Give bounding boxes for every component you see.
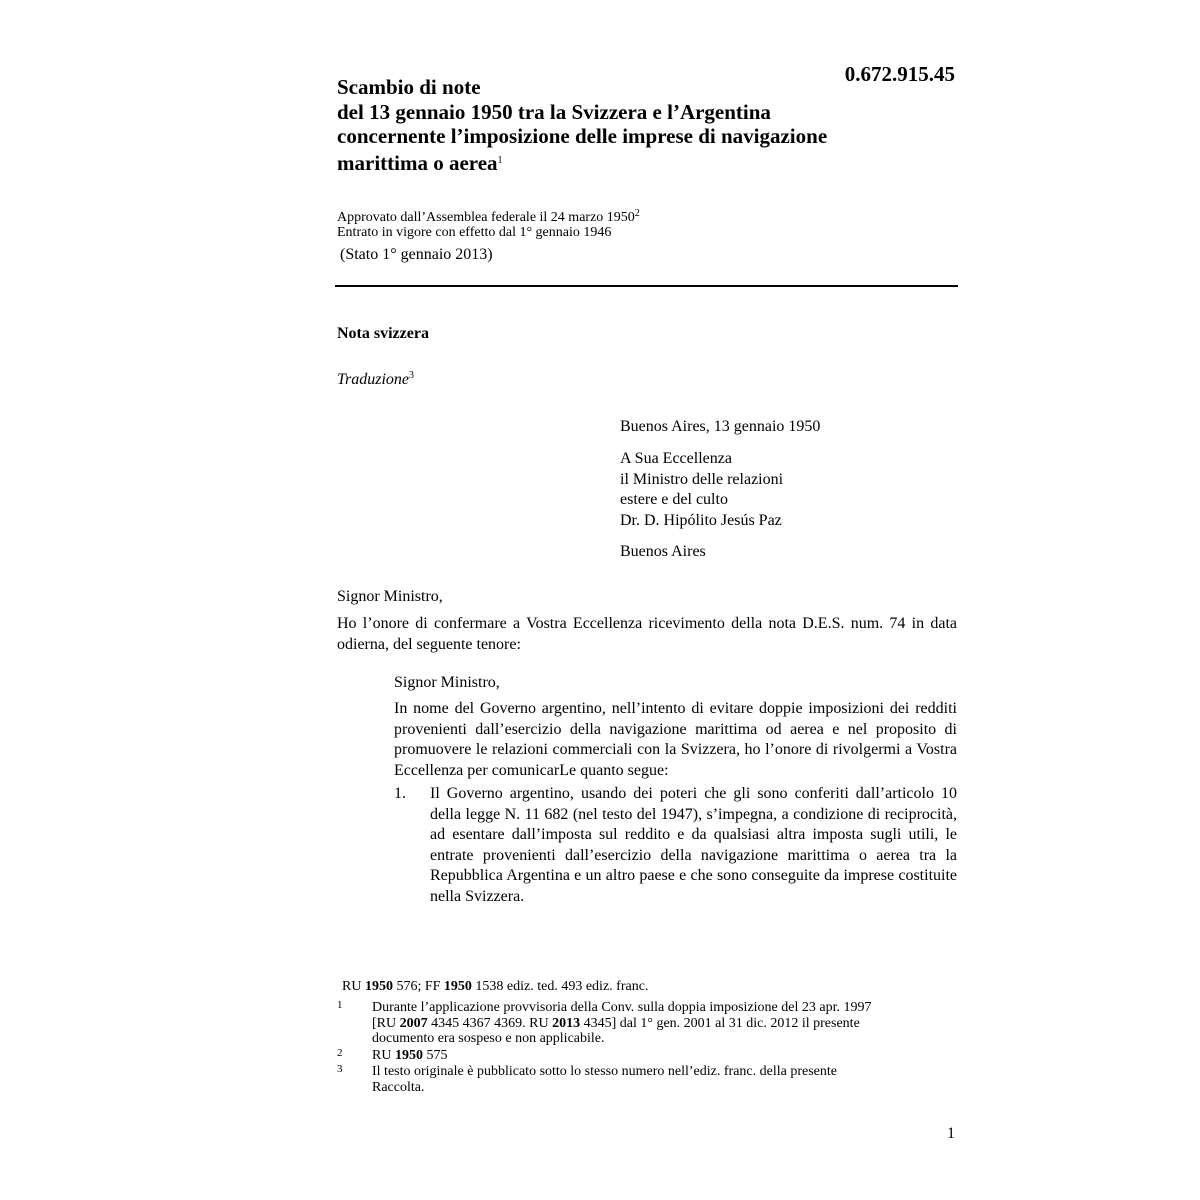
header-divider — [335, 285, 958, 287]
footnote-1-year: 2007 — [399, 1015, 428, 1031]
addressee-line: Dr. D. Hipólito Jesús Paz — [620, 511, 782, 529]
title-line-3: concernente l’imposizione delle imprese di navigazione — [337, 124, 828, 148]
footnote-1 — [372, 1000, 957, 1047]
footnote-1-year: 2013 — [552, 1015, 581, 1031]
quoted-paragraph: In nome del Governo argentino, nell’intento di evitare doppie imposizioni dei redditi provenienti dall’esercizio della navigazione marittima od aerea e nel proposito di promuovere le relazioni commerciali con la Svizzera, ho l’onore di rivolgermi a Vostra Eccellenza per comunicarLe quanto segue: — [394, 700, 957, 779]
section-heading: Nota svizzera — [337, 325, 429, 342]
addressee-block — [620, 449, 783, 531]
footnote-1-text: 4345 4367 4369. RU — [427, 1015, 553, 1031]
footnote-2-text: RU — [372, 1048, 395, 1063]
approved-date: Approvato dall’Assemblea federale il 24 marzo 1950 — [337, 210, 635, 225]
list-item-text: Il Governo argentino, usando dei poteri che gli sono conferiti dall’articolo 10 della legge N. 11 682 (nel testo del 1947), s’impegna, a condizione di reciprocità, ad esentare dall’imposta sul reddito e da qualsiasi altra imposta sugli utili, le entrate provenienti dall’esercizio della navigazione marittima o aerea tra la Repubblica Argentina e un altro paese e che sono conseguite da imprese costituite nella Svizzera. — [430, 785, 957, 905]
title-line-1: Scambio di note — [337, 75, 481, 99]
title-line-2: del 13 gennaio 1950 tra la Svizzera e l’Argentina — [337, 99, 771, 124]
page-number: 1 — [947, 1125, 955, 1142]
footnote-1-text: [RU — [372, 1015, 400, 1031]
footnote-1-line: Durante l’applicazione provvisoria della Conv. sulla doppia imposizione del 23 apr. 1997 — [372, 1000, 872, 1015]
footnote-2-number: 2 — [337, 1047, 343, 1059]
footnote-2 — [372, 1048, 957, 1064]
in-force-date: Entrato in vigore con effetto dal 1° gennaio 1946 — [337, 225, 612, 240]
footnote-ref-2: 2 — [634, 208, 640, 219]
quoted-salutation: Signor Ministro, — [394, 674, 500, 691]
footnote-3-number: 3 — [337, 1063, 343, 1075]
footnote-1-text: 4345] dal 1° gen. 2001 al 31 dic. 2012 il presente — [580, 1015, 860, 1031]
addressee-line: estere e del culto — [620, 491, 728, 508]
footnote-1-number: 1 — [337, 999, 343, 1011]
place-date: Buenos Aires, 13 gennaio 1950 — [620, 418, 821, 435]
document-title — [337, 75, 957, 175]
footnote-3-line: Il testo originale è pubblicato sotto lo stesso numero nell’ediz. franc. della presente — [372, 1064, 837, 1079]
translation-note — [337, 370, 414, 389]
footnote-2-year: 1950 — [394, 1048, 423, 1063]
addressee-line: il Ministro delle relazioni — [620, 470, 784, 488]
source-reference — [342, 979, 648, 995]
source-text: 576; FF — [392, 979, 444, 994]
status-date: (Stato 1° gennaio 2013) — [340, 246, 493, 263]
source-text: 1538 ediz. ted. 493 ediz. franc. — [471, 979, 649, 994]
list-item-number: 1. — [394, 785, 406, 802]
addressee-line: A Sua Eccellenza — [620, 450, 732, 467]
translation-label: Traduzione — [337, 371, 410, 388]
sr-number: 0.672.915.45 — [844, 62, 955, 86]
footnote-1-line: documento era sospeso e non applicabile. — [372, 1031, 605, 1046]
salutation: Signor Ministro, — [337, 588, 443, 605]
source-text: RU — [342, 979, 365, 994]
footnote-ref-1: 1 — [497, 154, 503, 166]
document-metadata — [337, 206, 640, 240]
footnote-3 — [372, 1064, 957, 1095]
footnote-3-line: Raccolta. — [372, 1079, 425, 1095]
footnote-2-text: 575 — [422, 1048, 448, 1063]
source-year: 1950 — [364, 979, 393, 994]
intro-paragraph: Ho l’onore di confermare a Vostra Eccellenza ricevimento della nota D.E.S. num. 74 in data odierna, del seguente tenore: — [337, 615, 957, 653]
footnote-ref-3: 3 — [409, 370, 415, 381]
addressee-city: Buenos Aires — [620, 543, 706, 560]
source-year: 1950 — [443, 979, 472, 994]
title-line-4: marittima o aerea — [337, 150, 498, 175]
